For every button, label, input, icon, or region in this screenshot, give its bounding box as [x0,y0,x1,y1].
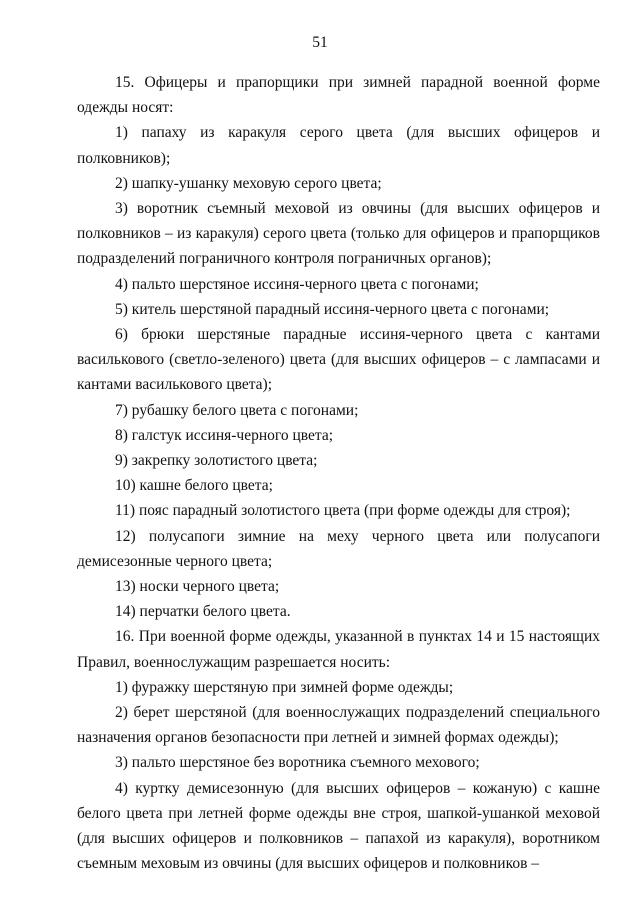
list-item-beret: 2) берет шерстяной (для военнослужащих подразделений специального назначения органов безопасности при летней и зимней формах одежды); [77,704,600,747]
list-item-tie-clip: 9) закрепку золотистого цвета; [115,452,318,470]
list-item-shirt: 7) рубашку белого цвета с погонами; [115,401,359,419]
list-item-trousers: 6) брюки шерстяные парадные иссиня-черного цвета с кантами василькового (светло-зеленого) цвета (для высших офицеров – с лампасами и кантами василькового цвета); [77,326,600,394]
list-item-tunic: 5) китель шерстяной парадный иссиня-черного цвета с погонами; [115,300,550,318]
list-item-scarf: 10) кашне белого цвета; [115,477,273,495]
page-number: 51 [312,34,328,51]
list-item-collar: 3) воротник съемный меховой из овчины (для высших офицеров и полковников – из каракуля) серого цвета (только для офицеров и прапорщиков подразделений пограничного контроля пограничных органов); [77,200,600,268]
list-item-tie: 8) галстук иссиня-черного цвета; [115,426,334,444]
list-item-socks: 13) носки черного цвета; [115,578,280,596]
list-item-jacket: 4) куртку демисезонную (для высших офицеров – кожаную) с кашне белого цвета при летней форме одежды вне строя, шапкой-ушанкой меховой (для высших офицеров и полковников – папахой из каракуля), воротником съемным меховым из овчины (для высших офицеров и полковников – [77,779,600,873]
list-item-belt: 11) пояс парадный золотистого цвета (при форме одежды для строя); [115,502,571,520]
list-item-coat: 4) пальто шерстяное иссиня-черного цвета с погонами; [115,275,479,293]
list-item-ushanka: 2) шапку-ушанку меховую серого цвета; [115,174,382,192]
document-body [77,70,600,877]
list-item-gloves: 14) перчатки белого цвета. [115,603,291,621]
list-item-papakha: 1) папаху из каракуля серого цвета (для высших офицеров и полковников); [77,124,600,167]
paragraph-15-heading: 15. Офицеры и прапорщики при зимней парадной военной форме одежды носят: [77,74,600,117]
list-item-peaked-cap: 1) фуражку шерстяную при зимней форме одежды; [115,678,454,696]
list-item-coat-no-collar: 3) пальто шерстяное без воротника съемного мехового; [115,754,480,772]
list-item-boots: 12) полусапоги зимние на меху черного цвета или полусапоги демисезонные черного цвета; [77,527,600,570]
paragraph-16-heading: 16. При военной форме одежды, указанной в пунктах 14 и 15 настоящих Правил, военнослужащим разрешается носить: [77,628,600,671]
